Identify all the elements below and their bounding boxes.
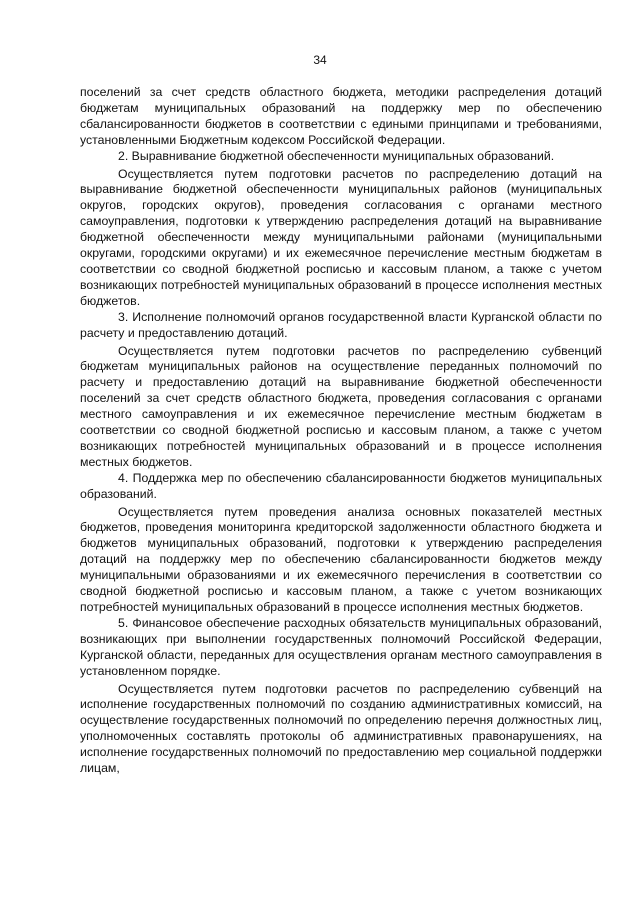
section-heading-3: 3. Исполнение полномочий органов государственной власти Курганской области по расчету и предоставлению дотаций.	[80, 309, 602, 340]
paragraph-section-3: Осуществляется путем подготовки расчетов по распределению субвенций бюджетам муниципальных районов на осуществление переданных полномочий по расчету и предоставлению дотаций на выравнивание бюджетной обеспеченности поселений за счет средств областного бюджета, проведения согласования с органами местного самоуправления и их ежемесячное перечисление местным бюджетам в соответствии со сводной бюджетной росписью и кассовым планом, а также с учетом возникающих потребностей муниципальных образований и в процессе исполнения местных бюджетов.	[80, 343, 602, 469]
paragraph-continuation: поселений за счет средств областного бюджета, методики распределения дотаций бюджетам муниципальных образований на поддержку мер по обеспечению сбалансированности бюджетов в соответствии с едиными принципами и требованиями, установленными Бюджетным кодексом Российской Федерации.	[80, 85, 602, 147]
section-heading-4: 4. Поддержка мер по обеспечению сбалансированности бюджетов муниципальных образований.	[80, 470, 602, 501]
paragraph-section-2: Осуществляется путем подготовки расчетов по распределению дотаций на выравнивание бюджетной обеспеченности муниципальных районов (муниципальных округов, городских округов), проведения согласования с органами местного самоуправления, подготовки к утверждению распределения дотаций на выравнивание бюджетной обеспеченности между муниципальными районами (муниципальными округами, городскими округами) и их ежемесячное перечисление местным бюджетам в соответствии со сводной бюджетной росписью и кассовым планом, а также с учетом возникающих потребностей муниципальных образований в процессе исполнения местных бюджетов.	[80, 166, 602, 308]
section-heading-5: 5. Финансовое обеспечение расходных обязательств муниципальных образований, возникающих при выполнении государственных полномочий Российской Федерации, Курганской области, переданных для осуществления органам местного самоуправления в установленном порядке.	[80, 615, 602, 678]
page-number: 34	[313, 53, 327, 67]
document-body	[80, 85, 602, 777]
section-heading-2: 2. Выравнивание бюджетной обеспеченности муниципальных образований.	[118, 148, 555, 163]
paragraph-section-5: Осуществляется путем подготовки расчетов по распределению субвенций на исполнение государственных полномочий по созданию административных комиссий, на осуществление государственных полномочий по определению перечня должностных лиц, уполномоченных составлять протоколы об административных правонарушениях, на исполнение государственных полномочий по предоставлению мер социальной поддержки лицам,	[80, 681, 602, 776]
paragraph-section-4: Осуществляется путем проведения анализа основных показателей местных бюджетов, проведения мониторинга кредиторской задолженности областного бюджета и бюджетов муниципальных образований, подготовки к утверждению распределения дотаций на поддержку мер по обеспечению сбалансированности бюджетов между муниципальными образованиями и их ежемесячного перечисления в соответствии со сводной бюджетной росписью и кассовым планом, а также с учетом возникающих потребностей муниципальных образований в процессе исполнения местных бюджетов.	[80, 504, 602, 614]
